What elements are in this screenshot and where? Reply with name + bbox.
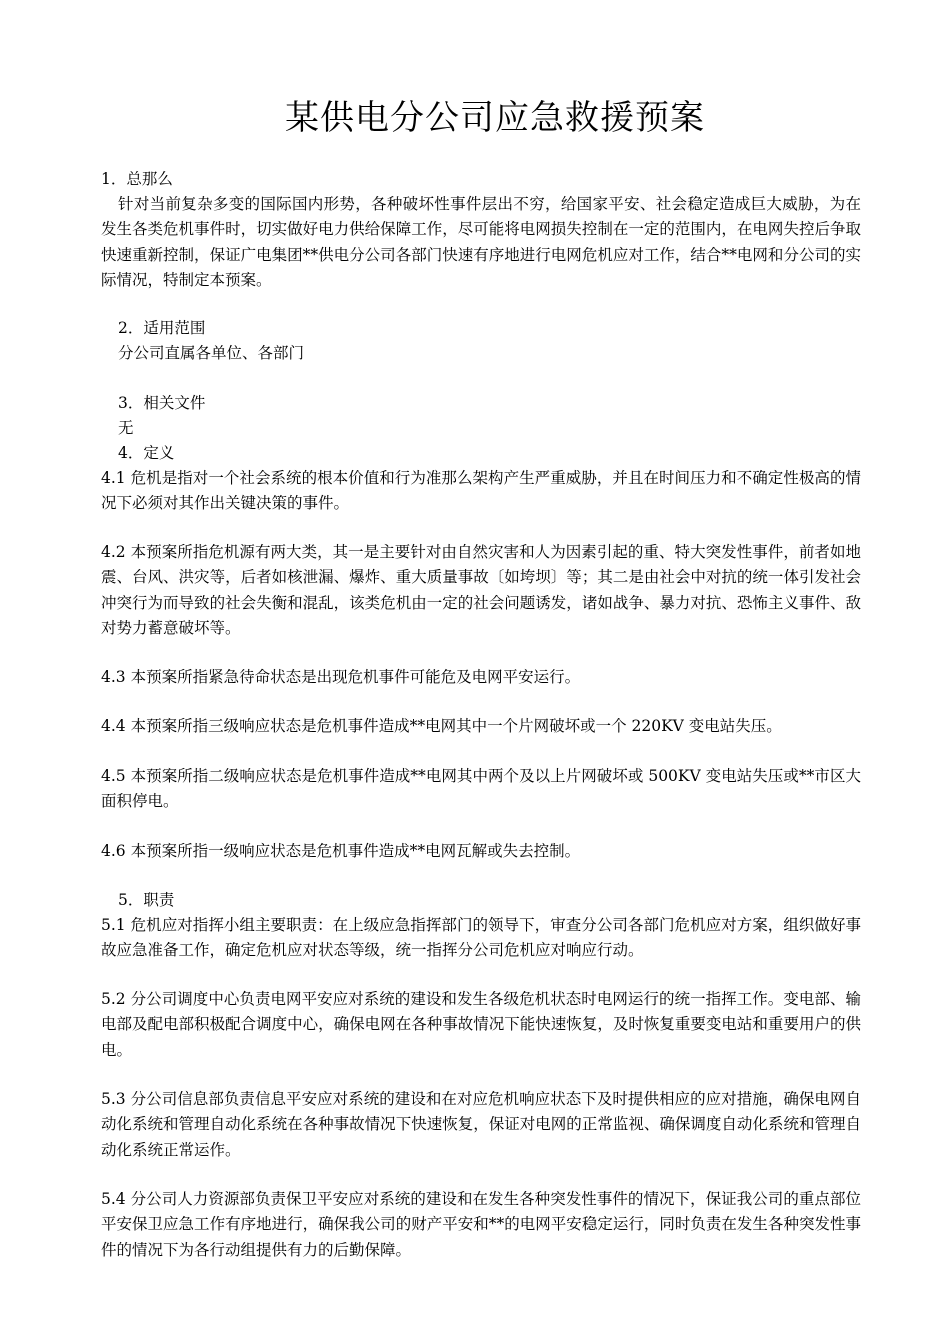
responsibility-5-1: 5.1 危机应对指挥小组主要职责：在上级应急指挥部门的领导下，审查分公司各部门危机应对方案，组织做好事故应急准备工作，确定危机应对状态等级，统一指挥分公司危机应对响应行动。 bbox=[101, 916, 861, 960]
definition-4-5: 4.5 本预案所指二级响应状态是危机事件造成**电网其中两个及以上片网破坏或 500KV 变电站失压或**市区大面积停电。 bbox=[101, 767, 861, 811]
section-1-body: 针对当前复杂多变的国际国内形势，各种破坏性事件层出不穷，给国家平安、社会稳定造成巨大威胁，为在发生各类危机事件时，切实做好电力供给保障工作，尽可能将电网损失控制在一定的范围内，在电网失控后争取快速重新控制，保证广电集团**供电分公司各部门快速有序地进行电网危机应对工作，结合**电网和分公司的实际情况，特制定本预案。 bbox=[101, 195, 861, 289]
section-2-body: 分公司直属各单位、各部门 bbox=[118, 344, 305, 362]
responsibility-5-3: 5.3 分公司信息部负责信息平安应对系统的建设和在对应危机响应状态下及时提供相应的应对措施，确保电网自动化系统和管理自动化系统在各种事故情况下快速恢复，保证对电网的正常监视、确保调度自动化系统和管理自动化系统正常运作。 bbox=[101, 1090, 861, 1159]
section-3-heading: 3．相关文件 bbox=[118, 394, 206, 412]
document-title: 某供电分公司应急救援预案 bbox=[285, 98, 705, 138]
responsibility-5-2: 5.2 分公司调度中心负责电网平安应对系统的建设和发生各级危机状态时电网运行的统一指挥工作。变电部、输电部及配电部积极配合调度中心，确保电网在各种事故情况下能快速恢复，及时恢复重要变电站和重要用户的供电。 bbox=[101, 990, 861, 1059]
definition-4-4: 4.4 本预案所指三级响应状态是危机事件造成**电网其中一个片网破坏或一个 220KV 变电站失压。 bbox=[101, 717, 782, 735]
section-1-heading: 1．总那么 bbox=[101, 170, 173, 188]
section-5-heading: 5．职责 bbox=[118, 891, 175, 909]
definition-4-6: 4.6 本预案所指一级响应状态是危机事件造成**电网瓦解或失去控制。 bbox=[101, 842, 581, 860]
definition-4-3: 4.3 本预案所指紧急待命状态是出现危机事件可能危及电网平安运行。 bbox=[101, 668, 581, 686]
definition-4-2: 4.2 本预案所指危机源有两大类，其一是主要针对由自然灾害和人为因素引起的重、特大突发性事件，前者如地震、台风、洪灾等，后者如核泄漏、爆炸、重大质量事故〔如垮坝〕等；其二是由社会中对抗的统一体引发社会冲突行为而导致的社会失衡和混乱，该类危机由一定的社会问题诱发，诸如战争、暴力对抗、恐怖主义事件、敌对势力蓄意破坏等。 bbox=[101, 543, 861, 637]
section-4-heading: 4．定义 bbox=[118, 444, 175, 462]
section-3-body: 无 bbox=[118, 419, 134, 437]
section-2-heading: 2．适用范围 bbox=[118, 319, 206, 337]
definition-4-1: 4.1 危机是指对一个社会系统的根本价值和行为准那么架构产生严重威胁，并且在时间压力和不确定性极高的情况下必须对其作出关键决策的事件。 bbox=[101, 469, 861, 513]
responsibility-5-4: 5.4 分公司人力资源部负责保卫平安应对系统的建设和在发生各种突发性事件的情况下，保证我公司的重点部位平安保卫应急工作有序地进行，确保我公司的财产平安和**的电网平安稳定运行，同时负责在发生各种突发性事件的情况下为各行动组提供有力的后勤保障。 bbox=[101, 1190, 861, 1259]
